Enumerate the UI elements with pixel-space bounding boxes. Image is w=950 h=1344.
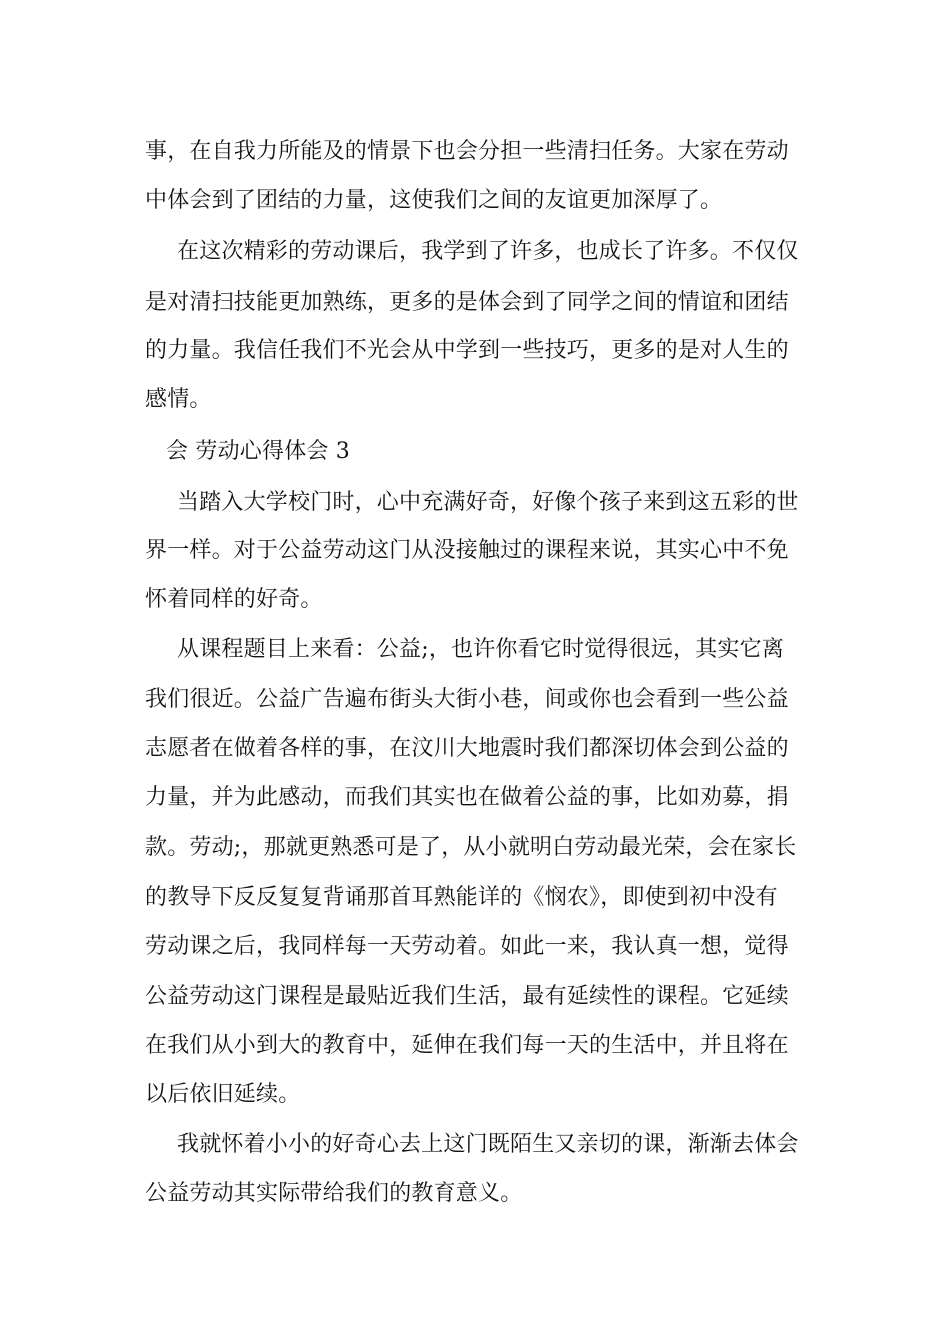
paragraph-line: 的教导下反反复复背诵那首耳熟能详的《悯农》，即使到初中没有 (145, 885, 778, 910)
paragraph-line: 以后依旧延续。 (145, 1082, 301, 1107)
paragraph-line: 公益劳动这门课程是最贴近我们生活，最有延续性的课程。它延续 (145, 984, 789, 1009)
paragraph-line: 我们很近。公益广告遍布街头大街小巷，间或你也会看到一些公益 (145, 687, 789, 712)
paragraph-line: 中体会到了团结的力量，这使我们之间的友谊更加深厚了。 (145, 188, 723, 213)
paragraph-line: 从课程题目上来看：公益;，也许你看它时觉得很远，其实它离 (177, 637, 785, 662)
paragraph-line: 怀着同样的好奇。 (145, 587, 323, 612)
paragraph-line: 事，在自我力所能及的情景下也会分担一些清扫任务。大家在劳动 (145, 139, 789, 164)
paragraph-line: 款。劳动;，那就更熟悉可是了，从小就明白劳动最光荣，会在家长 (145, 835, 797, 860)
paragraph-line: 志愿者在做着各样的事，在汶川大地震时我们都深切体会到公益的 (145, 736, 789, 761)
paragraph-line: 我就怀着小小的好奇心去上这门既陌生又亲切的课，渐渐去体会 (177, 1132, 799, 1157)
paragraph-line: 在我们从小到大的教育中，延伸在我们每一天的生活中，并且将在 (145, 1033, 789, 1058)
paragraph-line: 在这次精彩的劳动课后，我学到了许多，也成长了许多。不仅仅 (177, 239, 799, 264)
paragraph-line: 力量，并为此感动，而我们其实也在做着公益的事，比如劝募，捐 (145, 785, 789, 810)
paragraph-line: 的力量。我信任我们不光会从中学到一些技巧，更多的是对人生的 (145, 338, 789, 363)
paragraph-line: 劳动课之后，我同样每一天劳动着。如此一来，我认真一想，觉得 (145, 934, 789, 959)
paragraph-line: 是对清扫技能更加熟练，更多的是体会到了同学之间的情谊和团结 (145, 290, 789, 315)
section-heading: 会 劳动心得体会 3 (166, 439, 350, 464)
paragraph-line: 界一样。对于公益劳动这门从没接触过的课程来说，其实心中不免 (145, 538, 789, 563)
paragraph-line: 当踏入大学校门时，心中充满好奇，好像个孩子来到这五彩的世 (177, 490, 799, 515)
paragraph-line: 感情。 (145, 387, 212, 412)
paragraph-line: 公益劳动其实际带给我们的教育意义。 (145, 1181, 523, 1206)
